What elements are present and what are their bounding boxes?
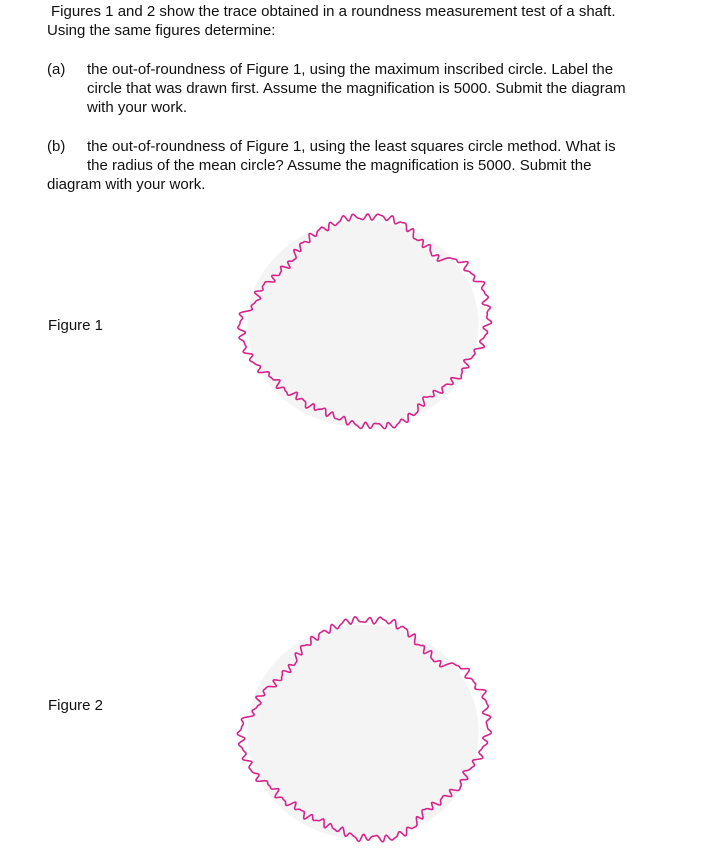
trace-background [247,221,478,427]
figure-2-label: Figure 2 [48,697,104,714]
figure-1-roundness-trace [228,202,498,442]
question-a-label: (a) [47,61,66,78]
question-b [47,137,687,194]
trace-background [247,624,478,839]
intro-line-1: Figures 1 and 2 show the trace obtained in a roundness measurement test of a shaft. [51,3,616,20]
intro-text [47,2,687,40]
intro-line-2: Using the same figures determine: [47,22,276,39]
question-a-line-2: circle that was drawn first. Assume the magnification is 5000. Submit the diagram [87,80,626,97]
question-a [47,60,687,117]
figure-1-label: Figure 1 [48,317,104,334]
question-b-label: (b) [47,138,66,155]
question-a-line-1: the out-of-roundness of Figure 1, using the maximum inscribed circle. Label the [87,61,614,78]
question-b-line-3: diagram with your work. [47,176,206,193]
question-a-line-3: with your work. [87,99,188,116]
question-b-line-2: the radius of the mean circle? Assume the magnification is 5000. Submit the [87,157,592,174]
question-b-line-1: the out-of-roundness of Figure 1, using the least squares circle method. What is [87,138,616,155]
figure-2-roundness-trace [228,606,498,856]
